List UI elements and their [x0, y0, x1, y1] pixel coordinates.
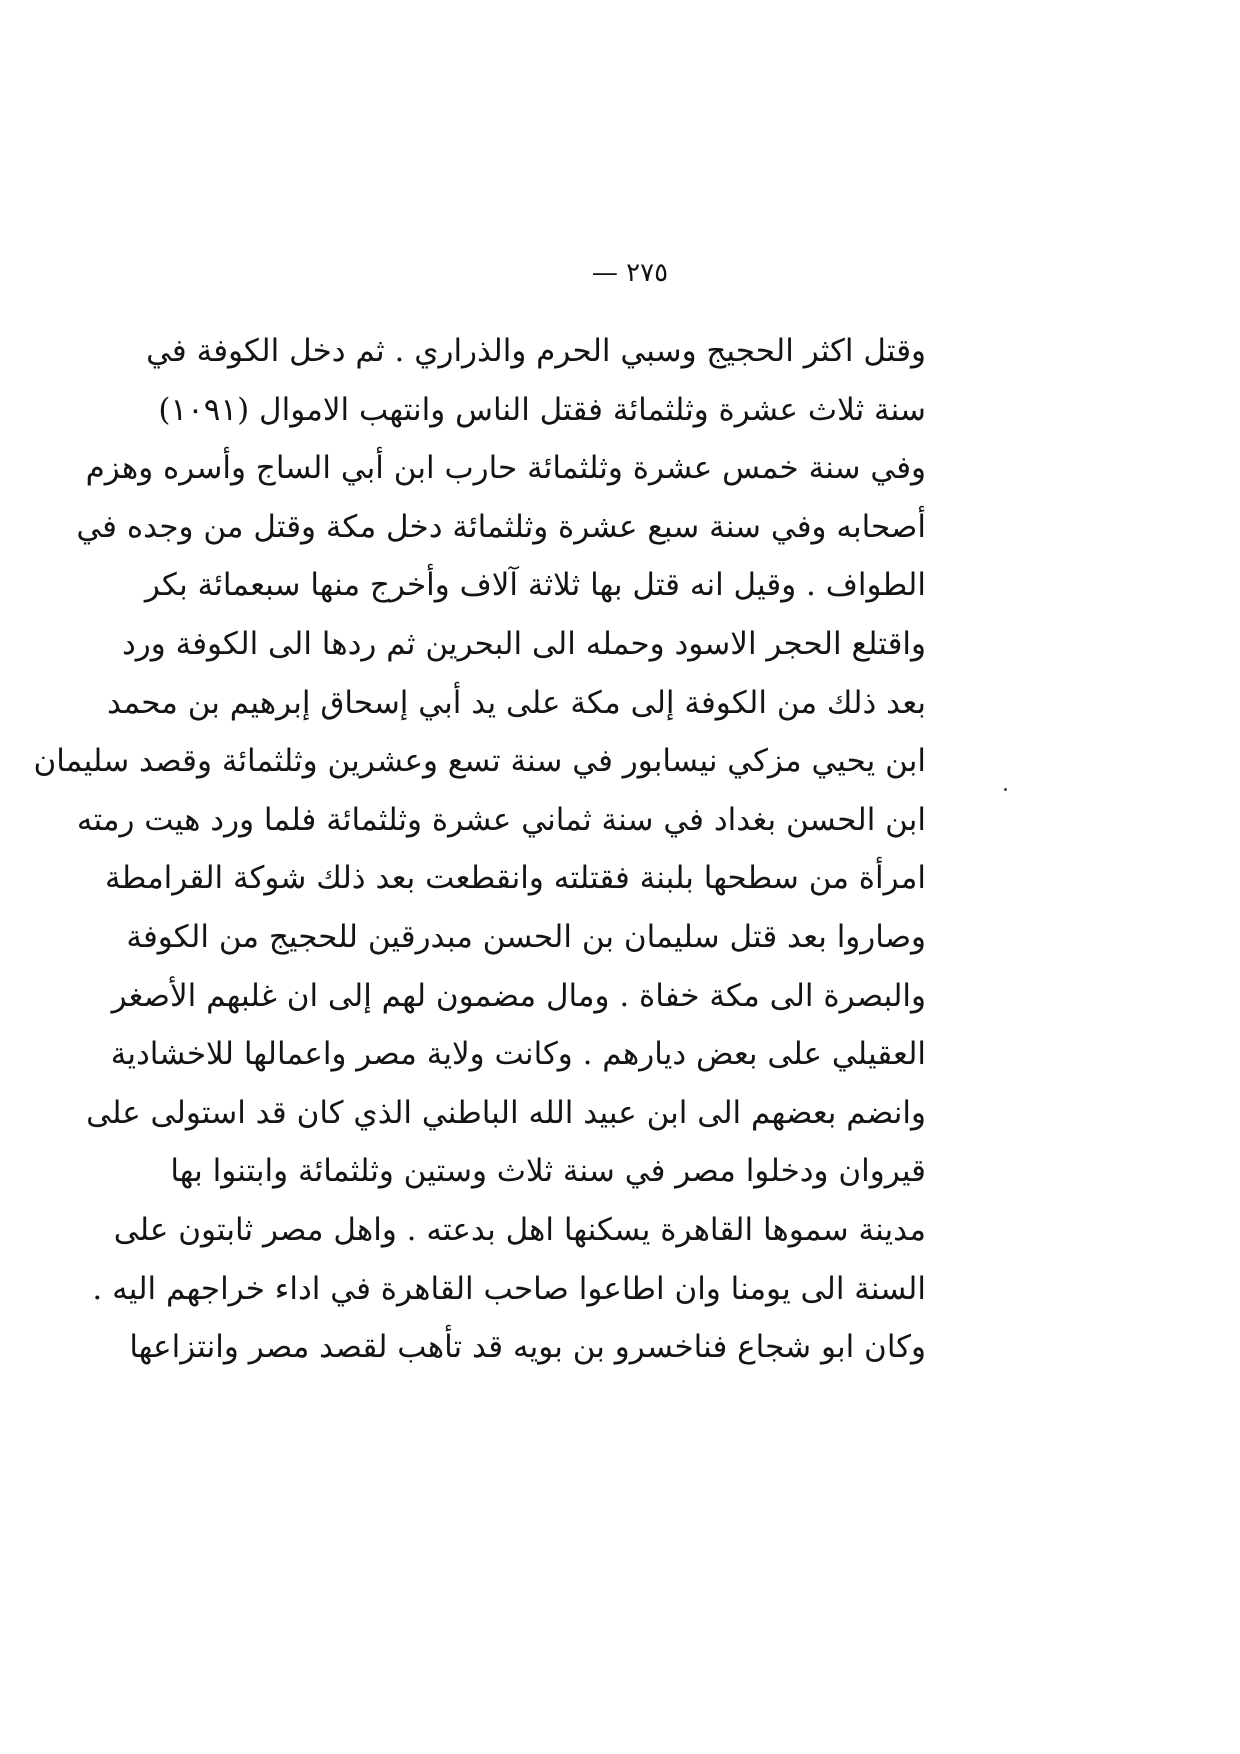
text-line: والبصرة الى مكة خفاة . ومال مضمون لهم إلى ان غلبهم الأصغر: [111, 977, 926, 1014]
text-line: وقتل اكثر الحجيج وسبي الحرم والذراري . ثم دخل الكوفة في: [146, 333, 926, 369]
text-line: الطواف . وقيل انه قتل بها ثلاثة آلاف وأخرج منها سبعمائة بكر: [144, 567, 926, 604]
text-line: وصاروا بعد قتل سليمان بن الحسن مبدرقين للحجيج من الكوفة: [126, 918, 926, 955]
text-line: السنة الى يومنا وان اطاعوا صاحب القاهرة في اداء خراجهم اليه .: [92, 1270, 926, 1307]
text-line: ابن يحيي مزكي نيسابور في سنة تسع وعشرين وثلثمائة وقصد سليمان: [33, 743, 926, 780]
text-line: بعد ذلك من الكوفة إلى مكة على يد أبي إسحاق إبرهيم بن محمد: [107, 684, 926, 721]
text-line: مدينة سموها القاهرة يسكنها اهل بدعته . واهل مصر ثابتون على: [113, 1211, 926, 1248]
text-line: سنة ثلاث عشرة وثلثمائة فقتل الناس وانتهب الاموال (١٠٩١): [158, 391, 926, 428]
text-line: وانضم بعضهم الى ابن عبيد الله الباطني الذي كان قد استولى على: [86, 1094, 926, 1131]
text-line: امرأة من سطحها بلبنة فقتلته وانقطعت بعد ذلك شوكة القرامطة: [105, 860, 926, 897]
scan-speck: [1004, 788, 1007, 791]
text-line: العقيلي على بعض ديارهم . وكانت ولاية مصر واعمالها للاخشادية: [110, 1036, 926, 1073]
text-line: أصحابه وفي سنة سبع عشرة وثلثمائة دخل مكة وقتل من وجده في: [76, 508, 926, 545]
text-line: واقتلع الحجر الاسود وحمله الى البحرين ثم ردها الى الكوفة ورد: [121, 625, 926, 662]
text-line: وفي سنة خمس عشرة وثلثمائة حارب ابن أبي الساج وأسره وهزم: [85, 450, 926, 487]
text-line: قيروان ودخلوا مصر في سنة ثلاث وستين وثلثمائة وابتنوا بها: [170, 1153, 926, 1190]
arabic-text-block: [33, 322, 926, 1377]
page-number: ٢٧٥ —: [591, 258, 669, 288]
text-line: وكان ابو شجاع فناخسرو بن بويه قد تأهب لقصد مصر وانتزاعها: [129, 1329, 926, 1366]
text-line: ابن الحسن بغداد في سنة ثماني عشرة وثلثمائة فلما ورد هيت رمته: [76, 801, 926, 838]
